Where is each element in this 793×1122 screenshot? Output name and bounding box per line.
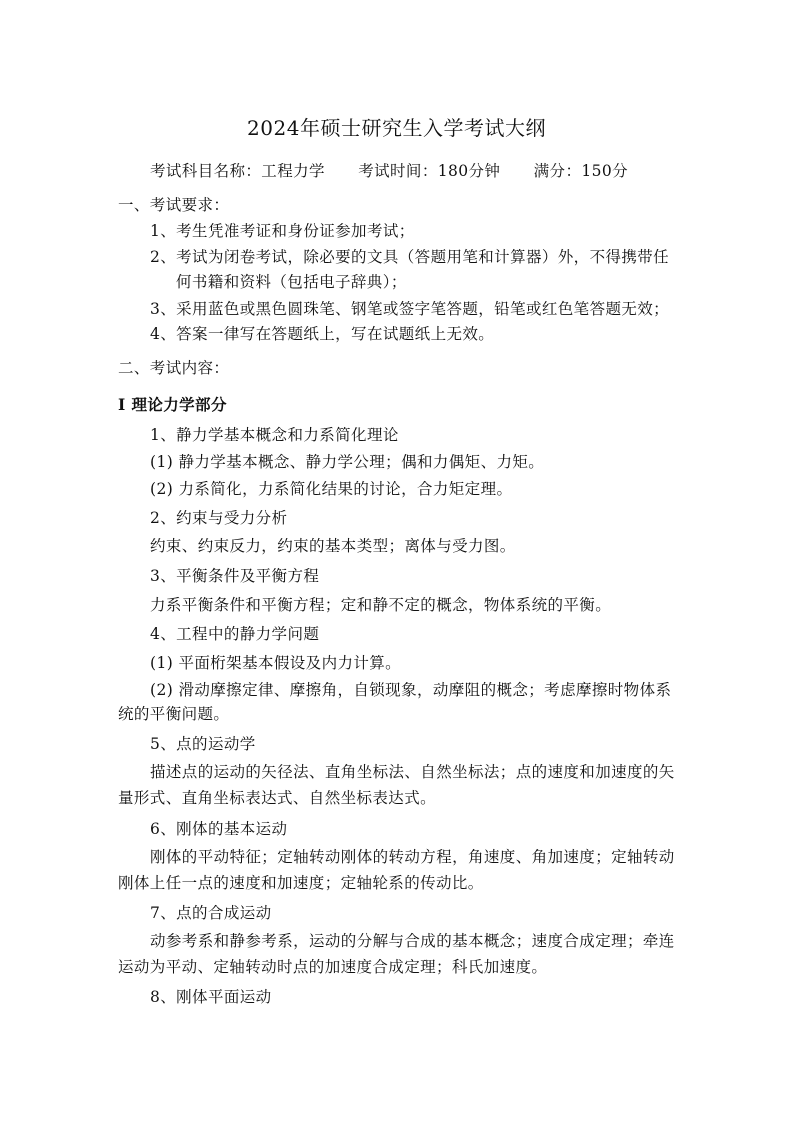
requirement-item-continued: 何书籍和资料（包括电子辞典）；	[176, 273, 407, 291]
topic-heading: 8、刚体平面运动	[150, 988, 272, 1006]
topic-heading: 2、约束与受力分析	[150, 509, 288, 527]
topic-detail: 力系平衡条件和平衡方程；定和静不定的概念，物体系统的平衡。	[150, 596, 612, 614]
subject-name: 考试科目名称：工程力学	[150, 162, 325, 180]
topic-heading: 5、点的运动学	[150, 735, 256, 753]
topic-detail: (2) 力系简化，力系简化结果的讨论，合力矩定理。	[150, 480, 513, 498]
requirement-item: 2、考试为闭卷考试，除必要的文具（答题用笔和计算器）外，不得携带任	[150, 248, 670, 266]
topic-detail: (1) 平面桁架基本假设及内力计算。	[150, 654, 402, 672]
topic-detail-continued: 刚体上任一点的速度和加速度；定轴轮系的传动比。	[118, 874, 484, 892]
topic-heading: 1、静力学基本概念和力系简化理论	[150, 426, 399, 444]
requirement-item: 1、考生凭准考证和身份证参加考试；	[150, 222, 415, 240]
topic-detail: 刚体的平动特征；定轴转动刚体的转动方程，角速度、角加速度；定轴转动	[150, 848, 675, 866]
topic-detail-continued: 量形式、直角坐标表达式、自然坐标表达式。	[118, 789, 437, 807]
topic-detail: (1) 静力学基本概念、静力学公理；偶和力偶矩、力矩。	[150, 453, 545, 471]
requirement-item: 4、答案一律写在答题纸上，写在试题纸上无效。	[150, 325, 495, 343]
topic-detail-continued: 运动为平动、定轴转动时点的加速度合成定理；科氏加速度。	[118, 958, 548, 976]
topic-heading: 6、刚体的基本运动	[150, 820, 288, 838]
topic-detail: 约束、约束反力，约束的基本类型；离体与受力图。	[150, 537, 516, 555]
topic-detail: 动参考系和静参考系，运动的分解与合成的基本概念；速度合成定理；牵连	[150, 932, 675, 950]
requirement-item: 3、采用蓝色或黑色圆珠笔、钢笔或签字笔答题，铅笔或红色笔答题无效；	[150, 300, 670, 318]
topic-heading: 3、平衡条件及平衡方程	[150, 567, 320, 585]
topic-heading: 4、工程中的静力学问题	[150, 625, 320, 643]
part-heading: I 理论力学部分	[118, 395, 227, 414]
exam-time: 考试时间：180分钟	[358, 162, 501, 180]
exam-meta	[150, 161, 628, 181]
topic-detail: (2) 滑动摩擦定律、摩擦角，自锁现象，动摩阻的概念；考虑摩擦时物体系	[150, 681, 672, 699]
section-heading: 一、考试要求：	[118, 196, 230, 214]
topic-detail-continued: 统的平衡问题。	[118, 705, 230, 723]
full-score: 满分：150分	[533, 162, 629, 180]
topic-heading: 7、点的合成运动	[150, 904, 272, 922]
document-title: 2024年硕士研究生入学考试大纲	[247, 116, 546, 140]
section-heading: 二、考试内容：	[118, 359, 230, 377]
topic-detail: 描述点的运动的矢径法、直角坐标法、自然坐标法；点的速度和加速度的矢	[150, 763, 675, 781]
